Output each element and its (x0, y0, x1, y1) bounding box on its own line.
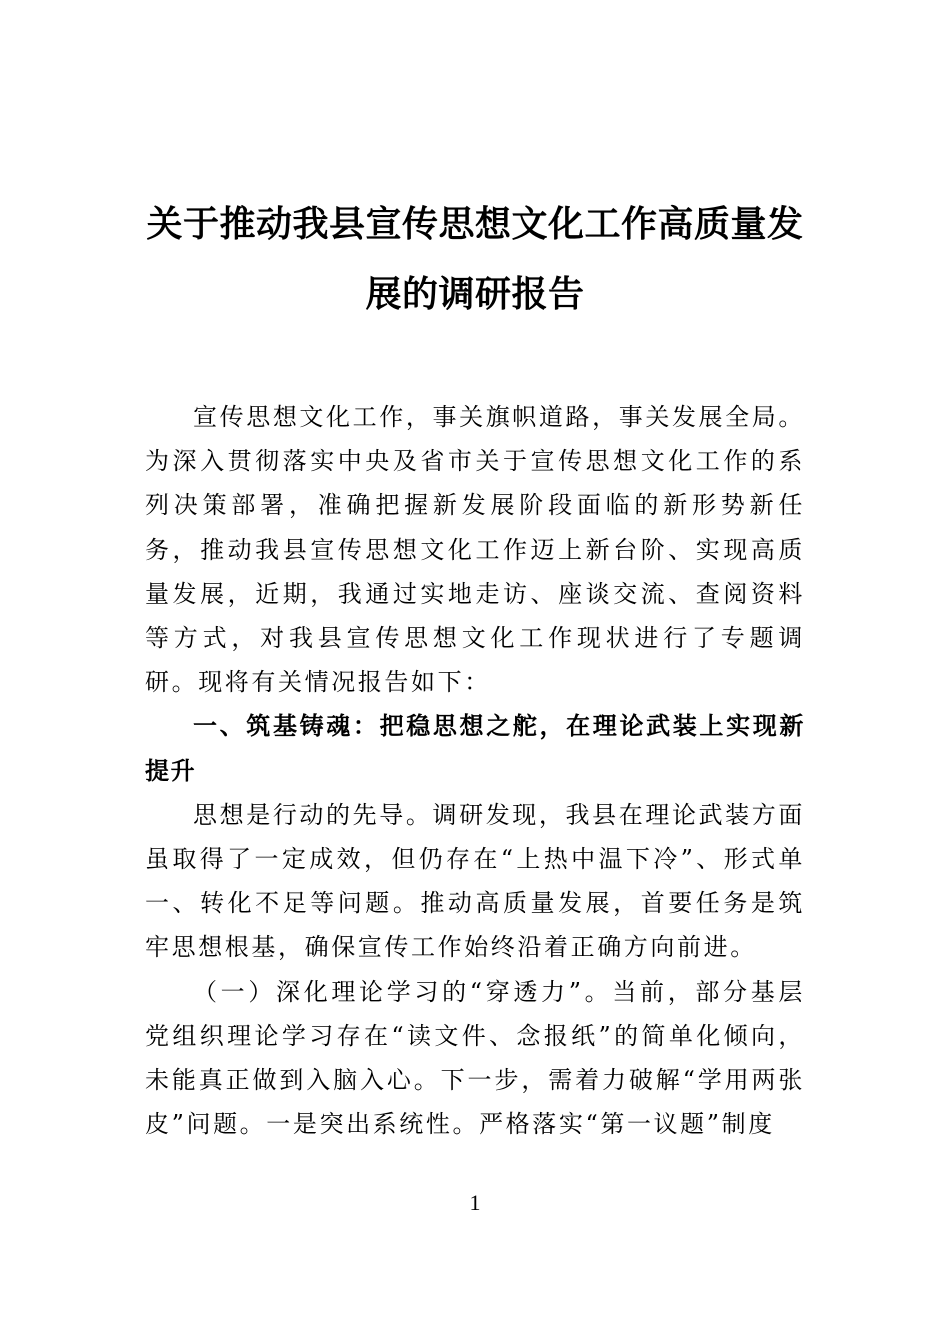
title-line-1: 关于推动我县宣传思想文化工作高质量发 (146, 204, 804, 245)
intro-paragraph: 宣传思想文化工作，事关旗帜道路，事关发展全局。为深入贯彻落实中央及省市关于宣传思想文化工作的系列决策部署，准确把握新发展阶段面临的新形势新任务，推动我县宣传思想文化工作迈上新台阶、实现高质量发展，近期，我通过实地走访、座谈交流、查阅资料等方式，对我县宣传思想文化工作现状进行了专题调研。现将有关情况报告如下： (145, 403, 805, 697)
document-body (145, 395, 805, 1146)
document-title (145, 190, 805, 330)
page-number: 1 (469, 1190, 481, 1215)
subsection-1-paragraph: （一）深化理论学习的“穿透力”。当前，部分基层党组织理论学习存在“读文件、念报纸”的简单化倾向，未能真正做到入脑入心。下一步，需着力破解“学用两张皮”问题。一是突出系统性。严格落实“第一议题”制度 (145, 977, 805, 1139)
section-1-paragraph: 思想是行动的先导。调研发现，我县在理论武装方面虽取得了一定成效，但仍存在“上热中温下冷”、形式单一、转化不足等问题。推动高质量发展，首要任务是筑牢思想根基，确保宣传工作始终沿着正确方向前进。 (145, 800, 805, 962)
section-heading-1: 一、筑基铸魂：把稳思想之舵，在理论武装上实现新提升 (145, 712, 805, 785)
title-line-2: 展的调研报告 (365, 274, 585, 315)
